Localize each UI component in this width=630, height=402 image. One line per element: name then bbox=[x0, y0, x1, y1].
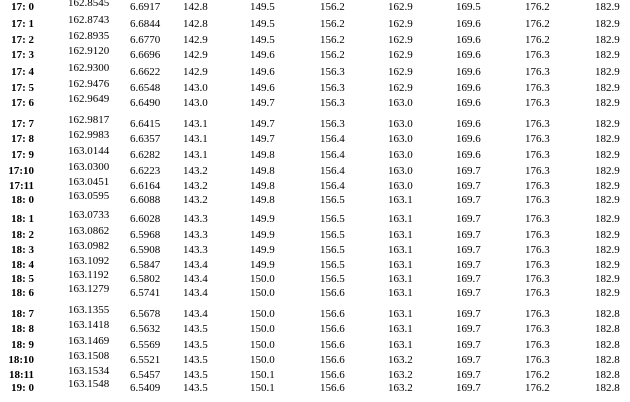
percentile-value: 163.2 bbox=[388, 382, 413, 394]
sd-value: 6.6028 bbox=[130, 213, 161, 225]
percentile-value: 143.0 bbox=[183, 97, 208, 109]
mean-value: 163.1548 bbox=[68, 378, 110, 390]
percentile-value: 182.9 bbox=[595, 1, 620, 13]
percentile-value: 169.7 bbox=[456, 165, 481, 177]
percentile-value: 182.9 bbox=[595, 149, 620, 161]
percentile-value: 163.1 bbox=[388, 273, 413, 285]
table-row bbox=[0, 93, 630, 110]
sd-value: 6.5968 bbox=[130, 229, 161, 241]
percentile-value: 176.2 bbox=[525, 382, 550, 394]
percentile-value: 162.9 bbox=[388, 1, 413, 13]
percentile-value: 176.3 bbox=[525, 308, 550, 320]
percentile-value: 150.0 bbox=[250, 323, 275, 335]
percentile-value: 163.0 bbox=[388, 97, 413, 109]
percentile-value: 163.1 bbox=[388, 308, 413, 320]
percentile-value: 176.3 bbox=[525, 133, 550, 145]
percentile-value: 143.2 bbox=[183, 180, 208, 192]
sd-value: 6.5632 bbox=[130, 323, 161, 335]
percentile-value: 176.3 bbox=[525, 339, 550, 351]
mean-value: 163.1418 bbox=[68, 319, 110, 331]
percentile-value: 163.0 bbox=[388, 165, 413, 177]
percentile-value: 156.6 bbox=[320, 369, 345, 381]
percentile-value: 149.6 bbox=[250, 49, 275, 61]
mean-value: 162.9649 bbox=[68, 93, 110, 105]
percentile-value: 169.7 bbox=[456, 273, 481, 285]
mean-value: 163.0595 bbox=[68, 190, 110, 202]
mean-value: 162.8545 bbox=[68, 0, 110, 9]
sd-value: 6.5802 bbox=[130, 273, 161, 285]
mean-value: 163.0733 bbox=[68, 209, 110, 221]
percentile-value: 169.6 bbox=[456, 18, 481, 30]
percentile-value: 176.3 bbox=[525, 118, 550, 130]
percentile-value: 143.5 bbox=[183, 382, 208, 394]
percentile-value: 149.7 bbox=[250, 133, 275, 145]
age-label: 17: 3 bbox=[11, 49, 34, 61]
mean-value: 163.1534 bbox=[68, 365, 110, 377]
percentile-value: 169.7 bbox=[456, 229, 481, 241]
percentile-value: 156.5 bbox=[320, 194, 345, 206]
percentile-value: 142.8 bbox=[183, 18, 208, 30]
age-label: 18: 7 bbox=[11, 308, 34, 320]
percentile-value: 176.3 bbox=[525, 165, 550, 177]
age-label: 18: 2 bbox=[11, 229, 34, 241]
percentile-value: 143.5 bbox=[183, 354, 208, 366]
percentile-value: 149.9 bbox=[250, 229, 275, 241]
percentile-value: 156.5 bbox=[320, 213, 345, 225]
percentile-value: 169.7 bbox=[456, 244, 481, 256]
percentile-value: 156.5 bbox=[320, 273, 345, 285]
percentile-value: 176.3 bbox=[525, 66, 550, 78]
percentile-value: 149.9 bbox=[250, 213, 275, 225]
age-label: 19: 0 bbox=[11, 382, 34, 394]
percentile-value: 162.9 bbox=[388, 66, 413, 78]
percentile-value: 176.3 bbox=[525, 149, 550, 161]
percentile-value: 163.2 bbox=[388, 369, 413, 381]
age-label: 18: 9 bbox=[11, 339, 34, 351]
percentile-value: 176.3 bbox=[525, 82, 550, 94]
percentile-value: 163.1 bbox=[388, 229, 413, 241]
percentile-value: 169.7 bbox=[456, 259, 481, 271]
percentile-value: 182.8 bbox=[595, 369, 620, 381]
mean-value: 162.8935 bbox=[68, 30, 110, 42]
percentile-value: 176.3 bbox=[525, 49, 550, 61]
mean-value: 163.0982 bbox=[68, 240, 110, 252]
percentile-value: 149.7 bbox=[250, 118, 275, 130]
percentile-value: 162.9 bbox=[388, 18, 413, 30]
age-label: 18: 4 bbox=[11, 259, 34, 271]
age-label: 17: 7 bbox=[11, 118, 34, 130]
sd-value: 6.6282 bbox=[130, 149, 161, 161]
percentile-value: 182.9 bbox=[595, 244, 620, 256]
percentile-value: 149.5 bbox=[250, 34, 275, 46]
percentile-value: 176.2 bbox=[525, 18, 550, 30]
percentile-value: 143.1 bbox=[183, 149, 208, 161]
mean-value: 162.9120 bbox=[68, 45, 110, 57]
percentile-value: 143.4 bbox=[183, 308, 208, 320]
percentile-value: 143.1 bbox=[183, 133, 208, 145]
percentile-value: 176.3 bbox=[525, 244, 550, 256]
age-label: 17: 4 bbox=[11, 66, 34, 78]
percentile-value: 169.7 bbox=[456, 308, 481, 320]
sd-value: 6.6357 bbox=[130, 133, 161, 145]
age-label: 18: 6 bbox=[11, 287, 34, 299]
mean-value: 163.1508 bbox=[68, 350, 110, 362]
sd-value: 6.6164 bbox=[130, 180, 161, 192]
sd-value: 6.6548 bbox=[130, 82, 161, 94]
percentile-value: 149.6 bbox=[250, 82, 275, 94]
mean-value: 162.9300 bbox=[68, 62, 110, 74]
percentile-value: 150.1 bbox=[250, 382, 275, 394]
percentile-value: 143.4 bbox=[183, 259, 208, 271]
percentile-value: 142.9 bbox=[183, 66, 208, 78]
percentile-value: 143.2 bbox=[183, 165, 208, 177]
percentile-value: 149.8 bbox=[250, 194, 275, 206]
percentile-value: 150.1 bbox=[250, 369, 275, 381]
percentile-value: 176.3 bbox=[525, 323, 550, 335]
age-label: 18:11 bbox=[8, 369, 34, 381]
percentile-value: 169.7 bbox=[456, 323, 481, 335]
age-label: 17:10 bbox=[8, 165, 34, 177]
percentile-value: 149.5 bbox=[250, 18, 275, 30]
percentile-value: 142.9 bbox=[183, 34, 208, 46]
age-label: 18: 5 bbox=[11, 273, 34, 285]
percentile-value: 156.2 bbox=[320, 1, 345, 13]
percentile-value: 182.8 bbox=[595, 354, 620, 366]
percentile-value: 156.4 bbox=[320, 165, 345, 177]
percentile-value: 143.3 bbox=[183, 229, 208, 241]
sd-value: 6.6917 bbox=[130, 1, 161, 13]
mean-value: 163.0862 bbox=[68, 225, 110, 237]
percentile-value: 163.0 bbox=[388, 118, 413, 130]
percentile-value: 182.9 bbox=[595, 118, 620, 130]
percentile-value: 163.1 bbox=[388, 259, 413, 271]
percentile-value: 163.0 bbox=[388, 149, 413, 161]
percentile-value: 182.9 bbox=[595, 165, 620, 177]
percentile-value: 182.9 bbox=[595, 273, 620, 285]
age-label: 17: 1 bbox=[11, 18, 34, 30]
sd-value: 6.6622 bbox=[130, 66, 161, 78]
percentile-value: 182.9 bbox=[595, 194, 620, 206]
age-label: 18: 0 bbox=[11, 194, 34, 206]
mean-value: 163.1192 bbox=[68, 269, 109, 281]
percentile-value: 182.9 bbox=[595, 259, 620, 271]
percentile-value: 182.9 bbox=[595, 49, 620, 61]
sd-value: 6.5457 bbox=[130, 369, 161, 381]
percentile-value: 156.5 bbox=[320, 229, 345, 241]
sd-value: 6.5409 bbox=[130, 382, 161, 394]
percentile-value: 150.0 bbox=[250, 287, 275, 299]
percentile-value: 176.2 bbox=[525, 34, 550, 46]
percentile-value: 182.8 bbox=[595, 308, 620, 320]
percentile-value: 169.6 bbox=[456, 49, 481, 61]
percentile-value: 156.4 bbox=[320, 149, 345, 161]
table-row bbox=[0, 190, 630, 207]
percentile-value: 169.7 bbox=[456, 339, 481, 351]
percentile-value: 163.1 bbox=[388, 194, 413, 206]
percentile-value: 149.6 bbox=[250, 66, 275, 78]
percentile-value: 176.3 bbox=[525, 287, 550, 299]
percentile-value: 150.0 bbox=[250, 339, 275, 351]
sd-value: 6.6696 bbox=[130, 49, 161, 61]
percentile-value: 182.9 bbox=[595, 34, 620, 46]
age-label: 18: 3 bbox=[11, 244, 34, 256]
mean-value: 163.1355 bbox=[68, 304, 110, 316]
percentile-value: 143.4 bbox=[183, 287, 208, 299]
age-label: 18:10 bbox=[8, 354, 34, 366]
percentile-value: 176.3 bbox=[525, 354, 550, 366]
age-label: 17: 2 bbox=[11, 34, 34, 46]
percentile-value: 150.0 bbox=[250, 308, 275, 320]
percentile-value: 142.8 bbox=[183, 1, 208, 13]
age-label: 17: 9 bbox=[11, 149, 34, 161]
percentile-value: 182.9 bbox=[595, 180, 620, 192]
percentile-value: 169.6 bbox=[456, 133, 481, 145]
age-label: 17: 0 bbox=[11, 1, 34, 13]
percentile-value: 143.5 bbox=[183, 369, 208, 381]
percentile-value: 150.0 bbox=[250, 273, 275, 285]
percentile-value: 169.7 bbox=[456, 382, 481, 394]
mean-value: 163.1469 bbox=[68, 335, 110, 347]
percentile-value: 156.2 bbox=[320, 34, 345, 46]
table-row bbox=[0, 283, 630, 300]
percentile-value: 169.7 bbox=[456, 180, 481, 192]
percentile-value: 169.7 bbox=[456, 213, 481, 225]
percentile-value: 162.9 bbox=[388, 34, 413, 46]
percentile-value: 149.9 bbox=[250, 259, 275, 271]
percentile-value: 169.6 bbox=[456, 34, 481, 46]
percentile-value: 169.7 bbox=[456, 194, 481, 206]
percentile-value: 156.3 bbox=[320, 97, 345, 109]
percentile-value: 149.8 bbox=[250, 180, 275, 192]
percentile-value: 182.9 bbox=[595, 97, 620, 109]
percentile-value: 169.6 bbox=[456, 66, 481, 78]
percentile-value: 156.3 bbox=[320, 118, 345, 130]
percentile-value: 169.6 bbox=[456, 97, 481, 109]
sd-value: 6.5908 bbox=[130, 244, 161, 256]
percentile-value: 156.6 bbox=[320, 354, 345, 366]
percentile-value: 182.9 bbox=[595, 18, 620, 30]
sd-value: 6.5678 bbox=[130, 308, 161, 320]
percentile-value: 182.8 bbox=[595, 339, 620, 351]
percentile-value: 156.6 bbox=[320, 287, 345, 299]
percentile-value: 182.9 bbox=[595, 133, 620, 145]
percentile-value: 156.6 bbox=[320, 308, 345, 320]
percentile-value: 162.9 bbox=[388, 49, 413, 61]
age-label: 17: 8 bbox=[11, 133, 34, 145]
mean-value: 163.0300 bbox=[68, 161, 110, 173]
percentile-value: 176.3 bbox=[525, 229, 550, 241]
mean-value: 162.8743 bbox=[68, 14, 110, 26]
age-label: 17: 5 bbox=[11, 82, 34, 94]
percentile-value: 169.7 bbox=[456, 287, 481, 299]
mean-value: 163.0451 bbox=[68, 176, 110, 188]
percentile-value: 143.1 bbox=[183, 118, 208, 130]
table-row bbox=[0, 0, 630, 14]
percentile-value: 176.3 bbox=[525, 97, 550, 109]
percentile-value: 156.2 bbox=[320, 18, 345, 30]
percentile-value: 163.1 bbox=[388, 244, 413, 256]
percentile-value: 163.1 bbox=[388, 287, 413, 299]
percentile-value: 163.0 bbox=[388, 133, 413, 145]
percentile-value: 149.7 bbox=[250, 97, 275, 109]
mean-value: 163.1092 bbox=[68, 255, 110, 267]
age-label: 17: 6 bbox=[11, 97, 34, 109]
percentile-value: 156.4 bbox=[320, 133, 345, 145]
percentile-value: 182.9 bbox=[595, 287, 620, 299]
sd-value: 6.5521 bbox=[130, 354, 161, 366]
percentile-value: 176.2 bbox=[525, 369, 550, 381]
percentile-value: 156.6 bbox=[320, 339, 345, 351]
percentile-value: 182.9 bbox=[595, 213, 620, 225]
percentile-value: 182.9 bbox=[595, 82, 620, 94]
percentile-value: 169.5 bbox=[456, 1, 481, 13]
percentile-value: 169.7 bbox=[456, 354, 481, 366]
percentile-value: 176.3 bbox=[525, 180, 550, 192]
mean-value: 162.9817 bbox=[68, 114, 110, 126]
percentile-value: 142.9 bbox=[183, 49, 208, 61]
percentile-value: 169.7 bbox=[456, 369, 481, 381]
percentile-value: 182.9 bbox=[595, 66, 620, 78]
percentile-value: 156.4 bbox=[320, 180, 345, 192]
percentile-value: 156.6 bbox=[320, 323, 345, 335]
percentile-value: 176.2 bbox=[525, 1, 550, 13]
sd-value: 6.6770 bbox=[130, 34, 161, 46]
sd-value: 6.6490 bbox=[130, 97, 161, 109]
percentile-value: 176.3 bbox=[525, 259, 550, 271]
percentile-value: 176.3 bbox=[525, 273, 550, 285]
percentile-value: 169.6 bbox=[456, 82, 481, 94]
percentile-value: 182.9 bbox=[595, 229, 620, 241]
table-row bbox=[0, 378, 630, 395]
percentile-value: 163.1 bbox=[388, 339, 413, 351]
percentile-value: 149.5 bbox=[250, 1, 275, 13]
percentile-value: 149.9 bbox=[250, 244, 275, 256]
percentile-value: 156.3 bbox=[320, 66, 345, 78]
percentile-value: 156.5 bbox=[320, 259, 345, 271]
percentile-value: 163.0 bbox=[388, 180, 413, 192]
percentile-value: 176.3 bbox=[525, 194, 550, 206]
percentile-value: 163.1 bbox=[388, 323, 413, 335]
percentile-value: 143.4 bbox=[183, 273, 208, 285]
age-label: 18: 8 bbox=[11, 323, 34, 335]
percentile-value: 156.5 bbox=[320, 244, 345, 256]
percentile-value: 156.6 bbox=[320, 382, 345, 394]
table-row bbox=[0, 45, 630, 62]
percentile-value: 143.5 bbox=[183, 323, 208, 335]
mean-value: 162.9983 bbox=[68, 129, 110, 141]
percentile-value: 182.8 bbox=[595, 323, 620, 335]
sd-value: 6.5569 bbox=[130, 339, 161, 351]
sd-value: 6.6088 bbox=[130, 194, 161, 206]
sd-value: 6.6844 bbox=[130, 18, 161, 30]
percentile-value: 143.0 bbox=[183, 82, 208, 94]
percentile-value: 169.6 bbox=[456, 149, 481, 161]
percentile-value: 169.6 bbox=[456, 118, 481, 130]
percentile-value: 150.0 bbox=[250, 354, 275, 366]
mean-value: 163.0144 bbox=[68, 145, 110, 157]
sd-value: 6.5847 bbox=[130, 259, 161, 271]
percentile-value: 182.8 bbox=[595, 382, 620, 394]
percentile-value: 143.3 bbox=[183, 213, 208, 225]
percentile-value: 156.2 bbox=[320, 49, 345, 61]
percentile-value: 176.3 bbox=[525, 213, 550, 225]
percentile-value: 156.3 bbox=[320, 82, 345, 94]
sd-value: 6.6415 bbox=[130, 118, 161, 130]
percentile-value: 163.1 bbox=[388, 213, 413, 225]
percentile-value: 143.3 bbox=[183, 244, 208, 256]
percentile-value: 149.8 bbox=[250, 165, 275, 177]
percentile-value: 143.5 bbox=[183, 339, 208, 351]
percentile-value: 149.8 bbox=[250, 149, 275, 161]
sd-value: 6.6223 bbox=[130, 165, 161, 177]
percentile-value: 163.2 bbox=[388, 354, 413, 366]
percentile-value: 162.9 bbox=[388, 82, 413, 94]
sd-value: 6.5741 bbox=[130, 287, 161, 299]
age-label: 17:11 bbox=[8, 180, 34, 192]
percentile-value: 143.2 bbox=[183, 194, 208, 206]
mean-value: 162.9476 bbox=[68, 78, 110, 90]
mean-value: 163.1279 bbox=[68, 283, 110, 295]
age-label: 18: 1 bbox=[11, 213, 34, 225]
